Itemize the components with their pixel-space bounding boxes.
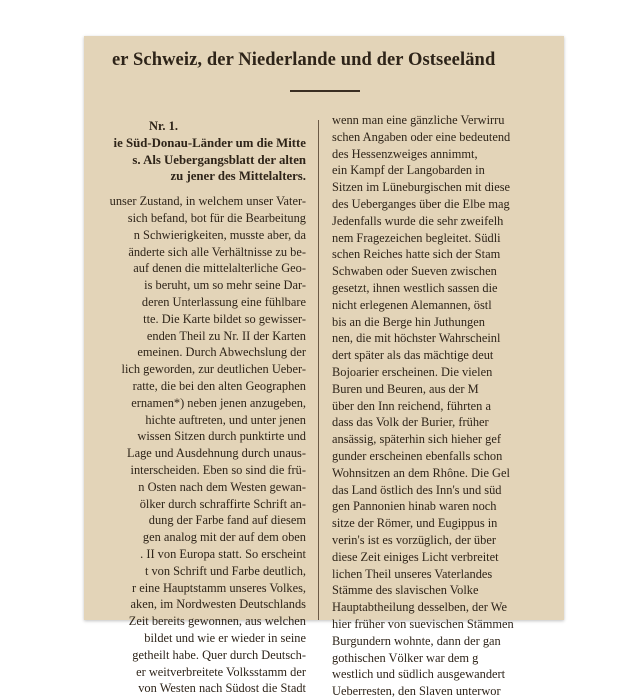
text-line: Zeit bereits gewonnen, aus welchen — [128, 614, 306, 629]
text-line: ie Süd-Donau-Länder um die Mitte — [113, 135, 306, 150]
text-line: n Schwierigkeiten, musste aber, da — [133, 227, 306, 242]
text-line: westlich und südlich ausgewandert — [332, 667, 506, 682]
text-line: gothischen Völker war dem g — [332, 650, 479, 665]
text-line: hichte auftreten, und unter jenen — [145, 412, 306, 427]
text-line: bis an die Berge hin Juthungen — [332, 314, 485, 329]
text-line: dass das Volk der Burier, früher — [332, 415, 489, 430]
section-number: Nr. 1. — [148, 119, 178, 133]
text-line: des Ueberganges über die Elbe mag — [332, 196, 510, 211]
text-line: Wohnsitzen an dem Rhône. Die Gel — [332, 465, 510, 480]
text-line: Ueberresten, den Slaven unterwor — [332, 684, 501, 699]
text-line: bildet und wie er wieder in seine — [144, 630, 306, 645]
text-line: interscheiden. Eben so sind die frü- — [130, 462, 306, 477]
page-header-title: er Schweiz, der Niederlande und der Ostseeländ — [112, 50, 496, 70]
text-line: getheilt habe. Quer durch Deutsch- — [132, 647, 306, 662]
text-line: ein Kampf der Langobarden in — [332, 163, 485, 178]
text-line: des Hessenzweiges annimmt, — [332, 146, 478, 161]
text-line: auf denen die mittelalterliche Geo- — [133, 261, 306, 276]
text-line: nem Fragezeichen begleitet. Südli — [332, 230, 501, 245]
text-line: ratte, die bei den alten Geographen — [132, 378, 306, 393]
text-line: t von Schrift und Farbe deutlich, — [144, 563, 306, 578]
text-line: nen, die mit höchster Wahrscheinl — [332, 331, 501, 346]
text-line: enden Theil zu Nr. II der Karten — [146, 328, 306, 343]
header-rule — [290, 90, 360, 92]
document-page — [84, 36, 564, 699]
text-line: Schwaben oder Sueven zwischen — [332, 264, 497, 279]
text-line: Buren und Beuren, aus der M — [332, 381, 479, 396]
text-line: wenn man eine gänzliche Verwirru — [332, 113, 505, 127]
text-line: nicht erlegenen Alemannen, östl — [332, 297, 492, 312]
text-line: aken, im Nordwesten Deutschlands — [130, 597, 306, 612]
text-line: . II von Europa statt. So erscheint — [140, 546, 306, 561]
text-line: lich geworden, zur deutlichen Ueber- — [121, 362, 306, 377]
text-line: s. Als Uebergangsblatt der alten — [132, 152, 306, 167]
text-line: dung der Farbe fand auf diesem — [148, 513, 306, 528]
text-line: gunder erscheinen ebenfalls schon — [332, 448, 503, 463]
text-line: schen Angaben oder eine bedeutend — [332, 129, 511, 144]
text-line: sich befand, bot für die Bearbeitung — [127, 210, 306, 225]
text-line: Burgundern wohnte, dann der gan — [332, 633, 501, 648]
text-line: Bojoarier erscheinen. Die vielen — [332, 364, 493, 379]
text-line: Jedenfalls wurde die sehr zweifelh — [332, 213, 504, 228]
text-line: lichen Theil unseres Vaterlandes — [332, 566, 493, 581]
text-line: gesetzt, ihnen westlich sassen die — [332, 280, 498, 295]
left-column — [84, 112, 312, 696]
text-line: verin's ist es vorzüglich, der über — [332, 532, 496, 547]
text-line: tte. Die Karte bildet so gewisser- — [143, 311, 306, 326]
text-line: gen analog mit der auf dem oben — [142, 530, 306, 545]
text-line: ernamen*) neben jenen anzugeben, — [131, 395, 306, 410]
right-column — [330, 112, 564, 699]
text-line: Lage und Ausdehnung durch unaus- — [127, 446, 306, 461]
text-line: von Westen nach Südost die Stadt — [138, 681, 306, 696]
text-line: Sitzen im Lüneburgischen mit diese — [332, 180, 511, 195]
text-line: emeinen. Durch Abwechslung der — [137, 345, 306, 360]
right-body-text — [330, 112, 564, 700]
text-line: wissen Sitzen durch punktirte und — [137, 429, 306, 444]
text-line: unser Zustand, in welchem unser Vater- — [109, 194, 306, 209]
text-line: hier früher von suevischen Stämmen — [332, 616, 514, 631]
text-line: Stämme des slavischen Volke — [332, 583, 479, 598]
column-divider — [318, 120, 319, 620]
left-body-text — [84, 193, 312, 697]
text-line: deren Unterlassung eine fühlbare — [141, 294, 306, 309]
text-line: er weitverbreitete Volksstamm der — [136, 664, 306, 679]
section-heading — [84, 135, 312, 185]
text-line: r eine Hauptstamm unseres Volkes, — [131, 580, 306, 595]
text-line: zu jener des Mittelalters. — [170, 169, 306, 184]
text-line: sitze der Römer, und Eugippus in — [332, 516, 498, 531]
text-line: schen Reiches hatte sich der Stam — [332, 247, 501, 262]
text-line: diese Zeit einiges Licht verbreitet — [332, 549, 499, 564]
text-line: das Land östlich des Inn's und süd — [332, 482, 502, 497]
text-line: über den Inn reichend, führten a — [332, 398, 491, 413]
text-line: änderte sich alle Verhältnisse zu be- — [128, 244, 306, 259]
text-line: ölker durch schraffirte Schrift an- — [139, 496, 306, 511]
text-line: Hauptabtheilung desselben, der We — [332, 600, 507, 615]
text-line: gen Pannonien hinab waren noch — [332, 499, 497, 514]
text-line: dert später als das mächtige deut — [332, 348, 494, 363]
text-line: ansässig, späterhin sich hieher gef — [332, 432, 501, 447]
text-line: n Osten nach dem Westen gewan- — [138, 479, 306, 494]
heading-gap — [84, 185, 312, 193]
text-line: is beruht, um so mehr seine Dar- — [144, 278, 306, 293]
